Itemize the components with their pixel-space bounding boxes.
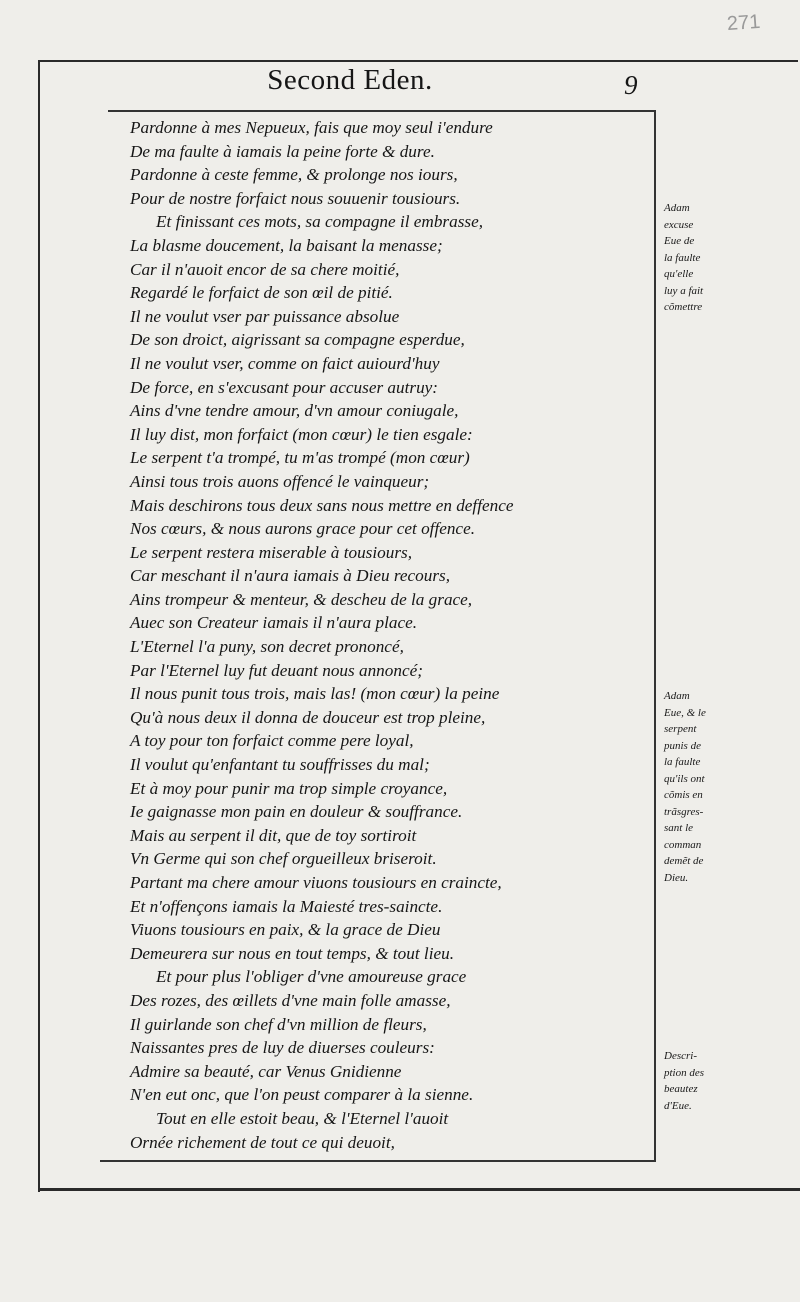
margin-note-line: punis de: [664, 739, 701, 752]
verse-line: Et finissant ces mots, sa compagne il embrasse,: [156, 212, 484, 232]
margin-note-line: serpent: [664, 723, 697, 735]
verse-line: Partant ma chere amour viuons tousiours en craincte,: [130, 873, 502, 892]
frame-top-rule: [38, 60, 798, 62]
margin-note-line: Adam: [664, 202, 690, 214]
verse-line: Pardonne à ceste femme, & prolonge nos iours,: [130, 165, 458, 185]
margin-note-line: demẽt de: [664, 855, 704, 867]
verse-line: Et à moy pour punir ma trop simple croyance,: [130, 778, 448, 798]
margin-note-adam-excuse: [664, 200, 744, 316]
verse-line: Il voulut qu'enfantant tu souffrisses du mal;: [130, 755, 430, 775]
margin-note-line: excuse: [664, 218, 694, 231]
margin-note-line: cõmis en: [664, 789, 703, 801]
margin-note-description-eve: [664, 1048, 744, 1114]
margin-note-line: Adam: [664, 690, 690, 702]
margin-note-line: Dieu.: [664, 871, 689, 884]
verse-line: Qu'à nous deux il donna de douceur est trop pleine,: [130, 707, 486, 727]
verse-line: Regardé le forfaict de son œil de pitié.: [130, 283, 393, 303]
verse-line: La blasme doucement, la baisant la menasse;: [130, 235, 443, 255]
page-number: 9: [624, 70, 638, 100]
verse-line: Des rozes, des œillets d'vne main folle amasse,: [130, 990, 451, 1010]
verse-line: Ie gaignasse mon pain en douleur & souffrance.: [130, 802, 463, 822]
verse-line: Il ne voulut vser, comme on faict auiourd'huy: [130, 353, 440, 373]
verse-line: Nos cœurs, & nous aurons grace pour cet offence.: [130, 519, 475, 539]
verse-line: De ma faulte à iamais la peine forte & dure.: [130, 141, 435, 161]
verse-line: Demeurera sur nous en tout temps, & tout lieu.: [130, 943, 454, 963]
verse-line: Il ne voulut vser par puissance absolue: [130, 306, 400, 326]
verse-line: Auec son Createur iamais il n'aura place.: [130, 613, 418, 633]
margin-note-line: Eue de: [664, 235, 695, 247]
margin-note-line: trãsgres-: [664, 805, 704, 818]
running-title: Second Eden.: [267, 64, 433, 96]
margin-note-line: cõmettre: [664, 301, 703, 313]
margin-note-line: ption des: [664, 1066, 705, 1079]
verse-line: Car meschant il n'aura iamais à Dieu recours,: [130, 566, 451, 586]
margin-note-line: comman: [664, 838, 702, 851]
verse-line: Mais deschirons tous deux sans nous mettre en deffence: [130, 495, 514, 515]
margin-note-line: qu'elle: [664, 268, 694, 280]
margin-note-line: la faulte: [664, 756, 701, 768]
verse-line: L'Eternel l'a puny, son decret prononcé,: [130, 637, 404, 657]
margin-note-line: Eue, & le: [664, 706, 706, 719]
verse-line: Il guirlande son chef d'vn million de fleurs,: [130, 1014, 427, 1034]
margin-note-line: d'Eue.: [664, 1099, 692, 1112]
verse-line: A toy pour ton forfaict comme pere loyal,: [130, 731, 414, 751]
verse-line: Mais au serpent il dit, que de toy sortiroit: [130, 825, 417, 845]
verse-text: [130, 116, 650, 1154]
margin-note-line: luy a fait: [664, 284, 704, 297]
verse-line: Et n'offençons iamais la Maiesté tres-saincte.: [130, 896, 443, 916]
verse-line: Car il n'auoit encor de sa chere moitié,: [130, 259, 400, 279]
frame-left-rule: [38, 60, 40, 1192]
frame-bottom-rule: [38, 1188, 800, 1191]
verse-line: Et pour plus l'obliger d'vne amoureuse grace: [156, 967, 467, 987]
verse-line: Admire sa beauté, car Venus Gnidienne: [130, 1061, 402, 1081]
margin-note-line: beautez: [664, 1083, 698, 1095]
verse-line: De son droict, aigrissant sa compagne esperdue,: [130, 330, 465, 350]
verse-line: De force, en s'excusant pour accuser autruy:: [130, 377, 439, 397]
verse-line: N'en eut onc, que l'on peust comparer à la sienne.: [130, 1085, 474, 1105]
verse-line: Le serpent restera miserable à tousiours,: [130, 542, 412, 562]
margin-note-punishment: [664, 688, 744, 886]
verse-line: Tout en elle estoit beau, & l'Eternel l'auoit: [156, 1108, 449, 1128]
verse-line: Pour de nostre forfaict nous souuenir tousiours.: [130, 188, 461, 208]
verse-line: Il luy dist, mon forfaict (mon cœur) le tien esgale:: [130, 424, 473, 444]
text-box-bottom-rule: [100, 1160, 656, 1162]
verse-line: Ornée richement de tout ce qui deuoit,: [130, 1132, 395, 1152]
verse-line: Pardonne à mes Nepueux, fais que moy seul i'endure: [130, 118, 493, 137]
text-box-top-rule: [108, 110, 656, 112]
verse-line: Ainsi tous trois auons offencé le vainqueur;: [130, 471, 430, 491]
margin-note-line: sant le: [664, 822, 694, 834]
text-box-right-rule: [654, 110, 656, 1160]
verse-line: Vn Germe qui son chef orgueilleux briseroit.: [130, 849, 437, 869]
margin-note-line: la faulte: [664, 251, 701, 264]
verse-line: Ains d'vne tendre amour, d'vn amour coniugale,: [130, 401, 459, 421]
margin-note-line: qu'ils ont: [664, 772, 705, 785]
verse-line: Le serpent t'a trompé, tu m'as trompé (mon cœur): [130, 448, 470, 468]
margin-note-line: Descri-: [664, 1050, 697, 1062]
verse-line: Viuons tousiours en paix, & la grace de Dieu: [130, 920, 441, 940]
verse-line: Par l'Eternel luy fut deuant nous annoncé;: [130, 660, 423, 680]
verse-line: Il nous punit tous trois, mais las! (mon cœur) la peine: [130, 684, 500, 704]
folio-mark: 271: [725, 10, 761, 36]
verse-line: Naissantes pres de luy de diuerses couleurs:: [130, 1038, 435, 1058]
verse-line: Ains trompeur & menteur, & descheu de la grace,: [130, 589, 473, 609]
